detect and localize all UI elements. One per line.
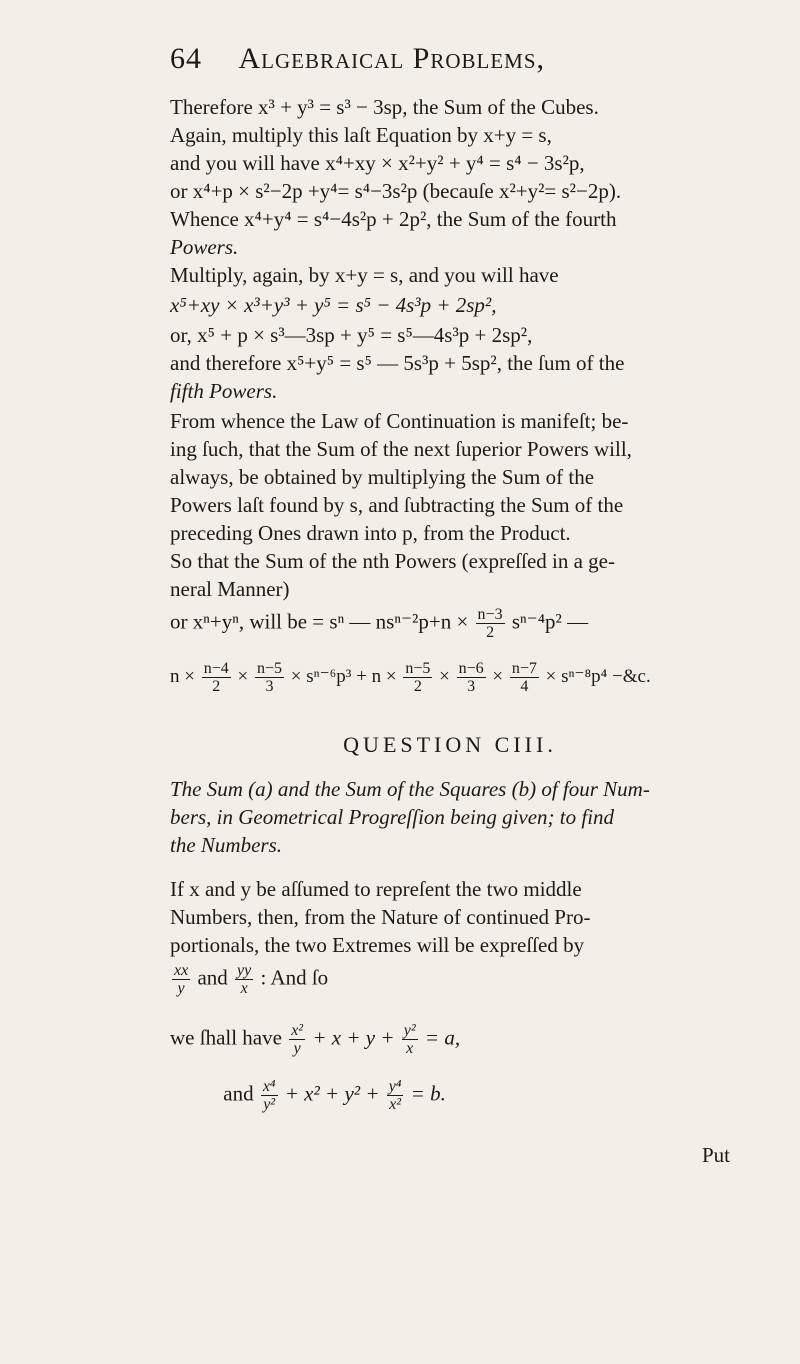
catchword: Put [701, 1143, 730, 1167]
text-line: or x⁴+p × s²−2p +y⁴= s⁴−3s²p (becauſe x²+y²= s²−2p). [170, 179, 622, 203]
text-line: Therefore x³ + y³ = s³ − 3sp, the Sum of the Cubes. [170, 95, 599, 119]
fraction: $\frac{n-5}{3}$ [256, 660, 282, 695]
question-text: The Sum (a) and the Sum of the Squares (b) of four Num- [170, 777, 650, 801]
fraction: $\frac{n-4}{2}$ [203, 660, 229, 695]
text-line: From whence the Law of Continuation is manifeſt; be- [170, 409, 629, 433]
fraction: $\frac{xx}{y}$ [174, 962, 189, 997]
fraction: $\frac{n-5}{2}$ [405, 660, 431, 695]
page-number: 64 [170, 42, 202, 75]
formula-part: sⁿ⁻⁴p² — [511, 609, 589, 634]
text-line: or, x⁵ + p × s³—3sp + y⁵ = s⁵—4s³p + 2sp², [170, 323, 533, 347]
formula-part: or xⁿ+yⁿ, will be = sⁿ — nsⁿ⁻²p+n × [170, 609, 469, 634]
fraction: $\frac{n-6}{3}$ [458, 660, 484, 695]
text-line: portionals, the two Extremes will be expreſſed by [170, 933, 585, 957]
equation-a-line: we ſhall have $\frac{\text{x²}}{y}$ + x + y + $\frac{\text{y²}}{x}$ = a, [170, 1022, 461, 1057]
formula-part: n × [170, 665, 195, 687]
formula-part: × [492, 665, 504, 687]
text-line: Again, multiply this laſt Equation by x+y = s, [170, 123, 552, 147]
formula-part: × [439, 665, 450, 687]
text-line: Numbers, then, from the Nature of continued Pro- [170, 905, 591, 929]
question-text: the Numbers. [170, 833, 282, 857]
text-line: ing ſuch, that the Sum of the next ſuperior Powers will, [170, 437, 632, 461]
fraction: $\frac{n-7}{4}$ [511, 660, 537, 695]
fraction: $\frac{\text{x⁴}}{\text{y²}}$ [262, 1078, 276, 1113]
question-heading: QUESTION CIII. [343, 732, 557, 757]
equation-line: x⁵+xy × x³+y³ + y⁵ = s⁵ − 4s³p + 2sp², [170, 293, 497, 317]
fraction: $\frac{n-3}{2}$ [477, 606, 503, 641]
text-line: neral Manner) [170, 577, 290, 601]
text-line: and therefore x⁵+y⁵ = s⁵ — 5s³p + 5sp², the ſum of the [170, 351, 625, 375]
equation-b-line: and $\frac{\text{x⁴}}{\text{y²}}$ + x² + y² + $\frac{\text{y⁴}}{\text{x²}}$ = b. [223, 1078, 446, 1113]
text-line: and you will have x⁴+xy × x²+y² + y⁴ = s⁴ − 3s²p, [170, 151, 585, 175]
extremes-line: $\frac{xx}{y}$ and $\frac{yy}{x}$ : And ſo [174, 962, 329, 997]
formula-line-1 [170, 606, 730, 641]
text-line: Multiply, again, by x+y = s, and you will have [170, 263, 559, 287]
fraction: $\frac{\text{x²}}{y}$ [291, 1022, 304, 1057]
question-text: bers, in Geometrical Progreſſion being given; to find [170, 805, 615, 829]
page-header [170, 44, 730, 74]
fraction: $\frac{\text{y⁴}}{\text{x²}}$ [388, 1078, 402, 1113]
text-line: Powers. [170, 235, 239, 259]
formula-line-2: n × $\frac{n-4}{2}$ × $\frac{n-5}{3}$ × sⁿ⁻⁶p³ + n × $\frac{n-5}{2}$ × $\frac{n-6}{3}$ × $\frac{n-7}{4}$ × sⁿ⁻⁸p⁴ −&c. [170, 660, 651, 695]
text-line: So that the Sum of the nth Powers (expreſſed in a ge- [170, 549, 615, 573]
running-title: Algebraical Problems, [238, 42, 546, 75]
text-line: fifth Powers. [170, 379, 278, 403]
fraction: $\frac{\text{y²}}{x}$ [403, 1022, 416, 1057]
text-line: Whence x⁴+y⁴ = s⁴−4s²p + 2p², the Sum of the fourth [170, 207, 617, 231]
fraction: $\frac{yy}{x}$ [237, 962, 252, 997]
formula-part: × sⁿ⁻⁶p³ + n × [290, 665, 397, 687]
text-line: preceding Ones drawn into p, from the Product. [170, 521, 571, 545]
formula-part: × sⁿ⁻⁸p⁴ −&c. [545, 665, 651, 687]
text-line: Powers laſt found by s, and ſubtracting the Sum of the [170, 493, 624, 517]
text-line: always, be obtained by multiplying the Sum of the [170, 465, 595, 489]
text-line: If x and y be aſſumed to repreſent the two middle [170, 877, 582, 901]
